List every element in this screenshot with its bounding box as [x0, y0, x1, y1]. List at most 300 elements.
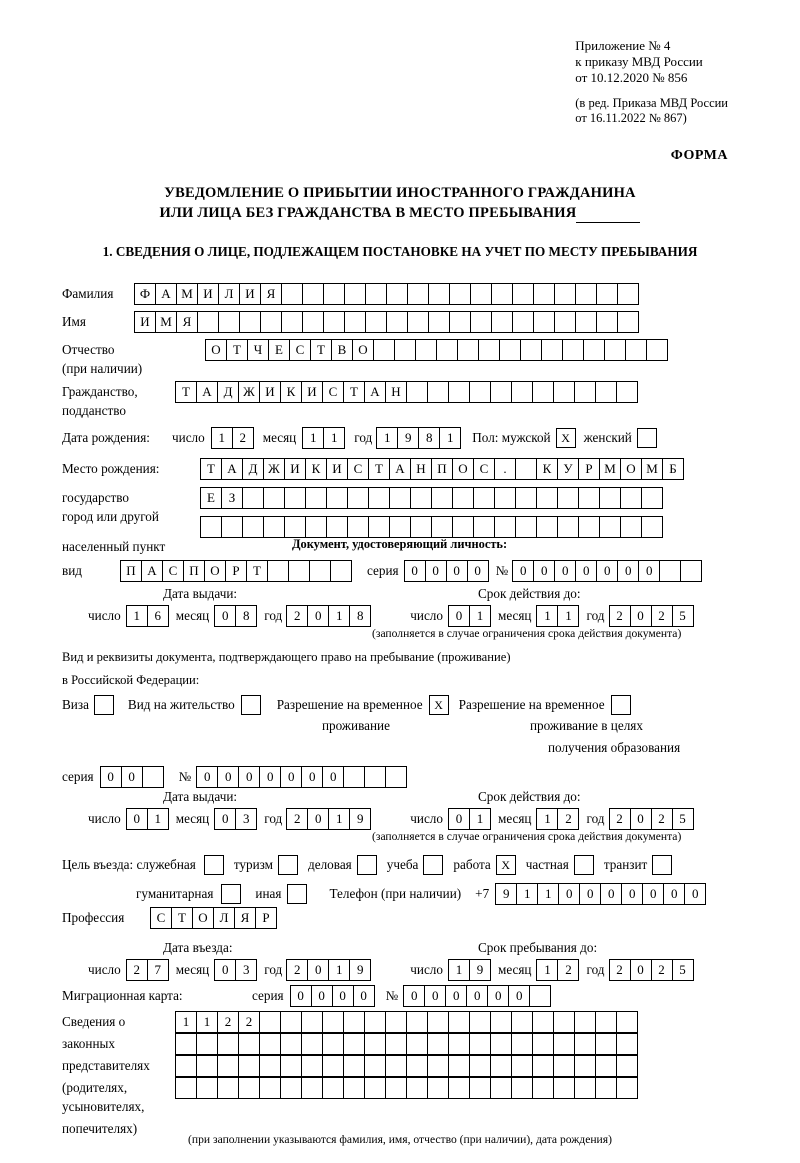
char-cell[interactable]: [574, 1011, 596, 1033]
char-cell[interactable]: [427, 1011, 449, 1033]
char-cell[interactable]: [284, 487, 306, 509]
char-cell[interactable]: [553, 381, 575, 403]
char-cell[interactable]: [302, 311, 324, 333]
char-cell[interactable]: Т: [226, 339, 248, 361]
char-cell[interactable]: [452, 487, 474, 509]
char-cell[interactable]: [599, 516, 621, 538]
char-cell[interactable]: 2: [232, 427, 254, 449]
char-cell[interactable]: [499, 339, 521, 361]
char-cell[interactable]: [406, 1011, 428, 1033]
char-cell[interactable]: [574, 1077, 596, 1099]
char-cell[interactable]: [512, 283, 534, 305]
sex-male-checkbox[interactable]: X: [556, 428, 576, 448]
char-cell[interactable]: 0: [617, 560, 639, 582]
char-cell[interactable]: [532, 381, 554, 403]
char-cell[interactable]: И: [134, 311, 156, 333]
char-cell[interactable]: [553, 1055, 575, 1077]
char-cell[interactable]: 0: [630, 808, 652, 830]
char-cell[interactable]: 1: [536, 959, 558, 981]
char-cell[interactable]: [238, 1055, 260, 1077]
char-cell[interactable]: 1: [328, 959, 350, 981]
purpose-work-checkbox[interactable]: X: [496, 855, 516, 875]
char-cell[interactable]: [217, 1033, 239, 1055]
char-cell[interactable]: [616, 1011, 638, 1033]
char-cell[interactable]: [326, 487, 348, 509]
char-cell[interactable]: [389, 487, 411, 509]
char-cell[interactable]: [280, 1011, 302, 1033]
char-cell[interactable]: 6: [147, 605, 169, 627]
purpose-other-checkbox[interactable]: [287, 884, 307, 904]
doc-series-field[interactable]: [404, 560, 488, 582]
char-cell[interactable]: 1: [536, 808, 558, 830]
char-cell[interactable]: [641, 516, 663, 538]
char-cell[interactable]: 0: [638, 560, 660, 582]
char-cell[interactable]: [557, 487, 579, 509]
sex-female-checkbox[interactable]: [637, 428, 657, 448]
char-cell[interactable]: [259, 1033, 281, 1055]
doc-valid-day[interactable]: [448, 605, 490, 627]
char-cell[interactable]: 1: [557, 605, 579, 627]
edu-residence-checkbox[interactable]: [611, 695, 631, 715]
char-cell[interactable]: [217, 1077, 239, 1099]
birth-locality-part2[interactable]: [536, 458, 683, 480]
char-cell[interactable]: [583, 339, 605, 361]
char-cell[interactable]: 0: [575, 560, 597, 582]
char-cell[interactable]: [330, 560, 352, 582]
char-cell[interactable]: А: [221, 458, 243, 480]
char-cell[interactable]: [541, 339, 563, 361]
char-cell[interactable]: [323, 283, 345, 305]
char-cell[interactable]: [301, 1033, 323, 1055]
char-cell[interactable]: [343, 1033, 365, 1055]
char-cell[interactable]: 0: [307, 808, 329, 830]
char-cell[interactable]: [520, 339, 542, 361]
char-cell[interactable]: 0: [630, 605, 652, 627]
char-cell[interactable]: 1: [537, 883, 559, 905]
char-cell[interactable]: [515, 516, 537, 538]
birth-locality-part1[interactable]: [431, 458, 536, 480]
char-cell[interactable]: [553, 1011, 575, 1033]
char-cell[interactable]: Д: [217, 381, 239, 403]
char-cell[interactable]: [553, 1033, 575, 1055]
char-cell[interactable]: 1: [126, 605, 148, 627]
char-cell[interactable]: И: [239, 283, 261, 305]
char-cell[interactable]: [532, 1055, 554, 1077]
char-cell[interactable]: [575, 311, 597, 333]
char-cell[interactable]: Л: [213, 907, 235, 929]
char-cell[interactable]: [515, 458, 537, 480]
char-cell[interactable]: [175, 1055, 197, 1077]
char-cell[interactable]: [368, 516, 390, 538]
char-cell[interactable]: [365, 311, 387, 333]
purpose-tourism-checkbox[interactable]: [278, 855, 298, 875]
char-cell[interactable]: 0: [214, 808, 236, 830]
char-cell[interactable]: [305, 487, 327, 509]
char-cell[interactable]: [280, 1055, 302, 1077]
char-cell[interactable]: С: [150, 907, 172, 929]
char-cell[interactable]: [427, 381, 449, 403]
char-cell[interactable]: 0: [554, 560, 576, 582]
char-cell[interactable]: [469, 1055, 491, 1077]
char-cell[interactable]: [200, 516, 222, 538]
char-cell[interactable]: [175, 1077, 197, 1099]
char-cell[interactable]: [322, 1033, 344, 1055]
char-cell[interactable]: [221, 516, 243, 538]
char-cell[interactable]: [344, 311, 366, 333]
char-cell[interactable]: Е: [200, 487, 222, 509]
char-cell[interactable]: [431, 487, 453, 509]
char-cell[interactable]: [595, 1011, 617, 1033]
permit-issue-year[interactable]: [286, 808, 370, 830]
temp-residence-checkbox[interactable]: X: [429, 695, 449, 715]
char-cell[interactable]: [238, 1077, 260, 1099]
char-cell[interactable]: [511, 1011, 533, 1033]
doc-number-field[interactable]: [512, 560, 701, 582]
char-cell[interactable]: [364, 1033, 386, 1055]
char-cell[interactable]: Н: [385, 381, 407, 403]
char-cell[interactable]: 9: [397, 427, 419, 449]
char-cell[interactable]: 0: [259, 766, 281, 788]
char-cell[interactable]: [406, 1033, 428, 1055]
char-cell[interactable]: [364, 1077, 386, 1099]
char-cell[interactable]: 1: [516, 883, 538, 905]
char-cell[interactable]: [595, 1077, 617, 1099]
char-cell[interactable]: [242, 487, 264, 509]
char-cell[interactable]: 0: [424, 985, 446, 1007]
char-cell[interactable]: П: [120, 560, 142, 582]
char-cell[interactable]: 0: [332, 985, 354, 1007]
char-cell[interactable]: Д: [242, 458, 264, 480]
char-cell[interactable]: [469, 1033, 491, 1055]
char-cell[interactable]: [259, 1011, 281, 1033]
char-cell[interactable]: 1: [469, 808, 491, 830]
char-cell[interactable]: [511, 1055, 533, 1077]
char-cell[interactable]: 2: [557, 959, 579, 981]
birth-locality-row3[interactable]: [200, 516, 662, 538]
char-cell[interactable]: [239, 311, 261, 333]
char-cell[interactable]: [386, 311, 408, 333]
char-cell[interactable]: 0: [238, 766, 260, 788]
birth-month-field[interactable]: [302, 427, 344, 449]
char-cell[interactable]: [511, 1033, 533, 1055]
char-cell[interactable]: 0: [621, 883, 643, 905]
char-cell[interactable]: 8: [235, 605, 257, 627]
char-cell[interactable]: К: [305, 458, 327, 480]
char-cell[interactable]: Ф: [134, 283, 156, 305]
char-cell[interactable]: [574, 1055, 596, 1077]
char-cell[interactable]: 0: [466, 985, 488, 1007]
char-cell[interactable]: [620, 487, 642, 509]
char-cell[interactable]: М: [599, 458, 621, 480]
doc-issue-year[interactable]: [286, 605, 370, 627]
char-cell[interactable]: [536, 487, 558, 509]
char-cell[interactable]: [533, 283, 555, 305]
char-cell[interactable]: 5: [672, 959, 694, 981]
char-cell[interactable]: 9: [349, 959, 371, 981]
char-cell[interactable]: [281, 311, 303, 333]
char-cell[interactable]: 0: [307, 605, 329, 627]
char-cell[interactable]: [512, 311, 534, 333]
char-cell[interactable]: [259, 1055, 281, 1077]
char-cell[interactable]: [385, 1077, 407, 1099]
char-cell[interactable]: [415, 339, 437, 361]
surname-field[interactable]: [134, 283, 638, 305]
char-cell[interactable]: [448, 1011, 470, 1033]
char-cell[interactable]: [427, 1077, 449, 1099]
char-cell[interactable]: 9: [469, 959, 491, 981]
char-cell[interactable]: О: [204, 560, 226, 582]
char-cell[interactable]: Ч: [247, 339, 269, 361]
char-cell[interactable]: 2: [238, 1011, 260, 1033]
char-cell[interactable]: [511, 381, 533, 403]
char-cell[interactable]: [267, 560, 289, 582]
char-cell[interactable]: [490, 1055, 512, 1077]
char-cell[interactable]: А: [196, 381, 218, 403]
char-cell[interactable]: [470, 311, 492, 333]
char-cell[interactable]: 1: [376, 427, 398, 449]
stay-day[interactable]: [448, 959, 490, 981]
char-cell[interactable]: [197, 311, 219, 333]
char-cell[interactable]: Т: [200, 458, 222, 480]
permit-number-field[interactable]: [196, 766, 406, 788]
char-cell[interactable]: [646, 339, 668, 361]
char-cell[interactable]: 0: [579, 883, 601, 905]
char-cell[interactable]: [494, 487, 516, 509]
char-cell[interactable]: [322, 1077, 344, 1099]
char-cell[interactable]: [196, 1033, 218, 1055]
char-cell[interactable]: [280, 1033, 302, 1055]
char-cell[interactable]: 0: [445, 985, 467, 1007]
char-cell[interactable]: 1: [469, 605, 491, 627]
char-cell[interactable]: 3: [235, 808, 257, 830]
char-cell[interactable]: [595, 381, 617, 403]
char-cell[interactable]: 0: [121, 766, 143, 788]
legal-rep-row-2[interactable]: [175, 1033, 637, 1055]
char-cell[interactable]: 0: [446, 560, 468, 582]
char-cell[interactable]: 1: [323, 427, 345, 449]
char-cell[interactable]: [322, 1055, 344, 1077]
permit-issue-month[interactable]: [214, 808, 256, 830]
char-cell[interactable]: И: [284, 458, 306, 480]
char-cell[interactable]: [260, 311, 282, 333]
char-cell[interactable]: [288, 560, 310, 582]
char-cell[interactable]: [322, 1011, 344, 1033]
char-cell[interactable]: [385, 1011, 407, 1033]
char-cell[interactable]: [301, 1011, 323, 1033]
char-cell[interactable]: [625, 339, 647, 361]
char-cell[interactable]: [373, 339, 395, 361]
char-cell[interactable]: 2: [217, 1011, 239, 1033]
char-cell[interactable]: [604, 339, 626, 361]
char-cell[interactable]: 2: [557, 808, 579, 830]
birth-locality-row2[interactable]: [200, 487, 662, 509]
char-cell[interactable]: 0: [307, 959, 329, 981]
char-cell[interactable]: [344, 283, 366, 305]
char-cell[interactable]: [217, 1055, 239, 1077]
char-cell[interactable]: 2: [651, 605, 673, 627]
char-cell[interactable]: [410, 487, 432, 509]
char-cell[interactable]: 2: [286, 959, 308, 981]
legal-rep-row-1[interactable]: [175, 1011, 637, 1033]
char-cell[interactable]: [449, 311, 471, 333]
stay-year[interactable]: [609, 959, 693, 981]
char-cell[interactable]: 0: [467, 560, 489, 582]
char-cell[interactable]: 1: [448, 959, 470, 981]
purpose-business-checkbox[interactable]: [357, 855, 377, 875]
char-cell[interactable]: 1: [211, 427, 233, 449]
char-cell[interactable]: [385, 1055, 407, 1077]
char-cell[interactable]: [469, 381, 491, 403]
char-cell[interactable]: [259, 1077, 281, 1099]
char-cell[interactable]: [532, 1033, 554, 1055]
char-cell[interactable]: [263, 487, 285, 509]
char-cell[interactable]: [364, 1055, 386, 1077]
char-cell[interactable]: [427, 1055, 449, 1077]
char-cell[interactable]: 0: [663, 883, 685, 905]
char-cell[interactable]: [302, 283, 324, 305]
char-cell[interactable]: [365, 283, 387, 305]
legal-rep-row-4[interactable]: [175, 1077, 637, 1099]
char-cell[interactable]: [280, 1077, 302, 1099]
char-cell[interactable]: [491, 283, 513, 305]
doc-issue-day[interactable]: [126, 605, 168, 627]
char-cell[interactable]: [478, 339, 500, 361]
char-cell[interactable]: К: [280, 381, 302, 403]
char-cell[interactable]: Т: [368, 458, 390, 480]
char-cell[interactable]: 0: [600, 883, 622, 905]
char-cell[interactable]: 0: [322, 766, 344, 788]
char-cell[interactable]: [616, 1055, 638, 1077]
birth-day-field[interactable]: [211, 427, 253, 449]
char-cell[interactable]: [490, 1011, 512, 1033]
stay-month[interactable]: [536, 959, 578, 981]
char-cell[interactable]: 2: [651, 808, 673, 830]
char-cell[interactable]: [473, 487, 495, 509]
char-cell[interactable]: [427, 1033, 449, 1055]
char-cell[interactable]: [281, 283, 303, 305]
char-cell[interactable]: 0: [301, 766, 323, 788]
doc-valid-year[interactable]: [609, 605, 693, 627]
char-cell[interactable]: 2: [609, 605, 631, 627]
char-cell[interactable]: [532, 1077, 554, 1099]
doc-issue-month[interactable]: [214, 605, 256, 627]
permit-valid-day[interactable]: [448, 808, 490, 830]
name-field[interactable]: [134, 311, 638, 333]
char-cell[interactable]: 1: [328, 808, 350, 830]
char-cell[interactable]: 2: [126, 959, 148, 981]
char-cell[interactable]: [428, 283, 450, 305]
char-cell[interactable]: [406, 381, 428, 403]
char-cell[interactable]: С: [347, 458, 369, 480]
char-cell[interactable]: [323, 311, 345, 333]
purpose-service-checkbox[interactable]: [204, 855, 224, 875]
char-cell[interactable]: 3: [235, 959, 257, 981]
char-cell[interactable]: 2: [286, 808, 308, 830]
char-cell[interactable]: [532, 1011, 554, 1033]
char-cell[interactable]: [533, 311, 555, 333]
char-cell[interactable]: [469, 1011, 491, 1033]
char-cell[interactable]: И: [259, 381, 281, 403]
char-cell[interactable]: Я: [234, 907, 256, 929]
legal-rep-row-3[interactable]: [175, 1055, 637, 1077]
char-cell[interactable]: [595, 1033, 617, 1055]
char-cell[interactable]: [515, 487, 537, 509]
char-cell[interactable]: 1: [536, 605, 558, 627]
char-cell[interactable]: [196, 1055, 218, 1077]
char-cell[interactable]: Т: [175, 381, 197, 403]
char-cell[interactable]: 2: [651, 959, 673, 981]
char-cell[interactable]: 0: [126, 808, 148, 830]
char-cell[interactable]: [616, 381, 638, 403]
char-cell[interactable]: [406, 1055, 428, 1077]
char-cell[interactable]: [511, 1077, 533, 1099]
char-cell[interactable]: 0: [487, 985, 509, 1007]
char-cell[interactable]: [469, 1077, 491, 1099]
char-cell[interactable]: 0: [100, 766, 122, 788]
char-cell[interactable]: [309, 560, 331, 582]
char-cell[interactable]: О: [620, 458, 642, 480]
char-cell[interactable]: [620, 516, 642, 538]
char-cell[interactable]: [473, 516, 495, 538]
char-cell[interactable]: [554, 283, 576, 305]
char-cell[interactable]: [616, 1077, 638, 1099]
char-cell[interactable]: [617, 283, 639, 305]
char-cell[interactable]: .: [494, 458, 516, 480]
permit-valid-year[interactable]: [609, 808, 693, 830]
char-cell[interactable]: [301, 1077, 323, 1099]
char-cell[interactable]: Р: [255, 907, 277, 929]
char-cell[interactable]: [574, 381, 596, 403]
char-cell[interactable]: [641, 487, 663, 509]
entry-year[interactable]: [286, 959, 370, 981]
char-cell[interactable]: [410, 516, 432, 538]
residence-permit-checkbox[interactable]: [241, 695, 261, 715]
char-cell[interactable]: [490, 381, 512, 403]
char-cell[interactable]: [578, 487, 600, 509]
char-cell[interactable]: [343, 1055, 365, 1077]
doc-kind-field[interactable]: [120, 560, 351, 582]
char-cell[interactable]: 0: [558, 883, 580, 905]
doc-valid-month[interactable]: [536, 605, 578, 627]
char-cell[interactable]: [449, 283, 471, 305]
char-cell[interactable]: Т: [246, 560, 268, 582]
char-cell[interactable]: А: [155, 283, 177, 305]
char-cell[interactable]: [385, 1033, 407, 1055]
char-cell[interactable]: М: [155, 311, 177, 333]
char-cell[interactable]: [196, 1077, 218, 1099]
char-cell[interactable]: 2: [609, 808, 631, 830]
char-cell[interactable]: 0: [353, 985, 375, 1007]
char-cell[interactable]: 0: [290, 985, 312, 1007]
birth-year-field[interactable]: [376, 427, 460, 449]
char-cell[interactable]: 0: [642, 883, 664, 905]
char-cell[interactable]: [301, 1055, 323, 1077]
char-cell[interactable]: [554, 311, 576, 333]
char-cell[interactable]: О: [205, 339, 227, 361]
purpose-transit-checkbox[interactable]: [652, 855, 672, 875]
char-cell[interactable]: [406, 1077, 428, 1099]
char-cell[interactable]: [343, 766, 365, 788]
char-cell[interactable]: Ж: [263, 458, 285, 480]
char-cell[interactable]: [448, 1033, 470, 1055]
char-cell[interactable]: [263, 516, 285, 538]
char-cell[interactable]: О: [352, 339, 374, 361]
char-cell[interactable]: 0: [280, 766, 302, 788]
char-cell[interactable]: П: [431, 458, 453, 480]
char-cell[interactable]: 5: [672, 808, 694, 830]
char-cell[interactable]: [617, 311, 639, 333]
char-cell[interactable]: [536, 516, 558, 538]
